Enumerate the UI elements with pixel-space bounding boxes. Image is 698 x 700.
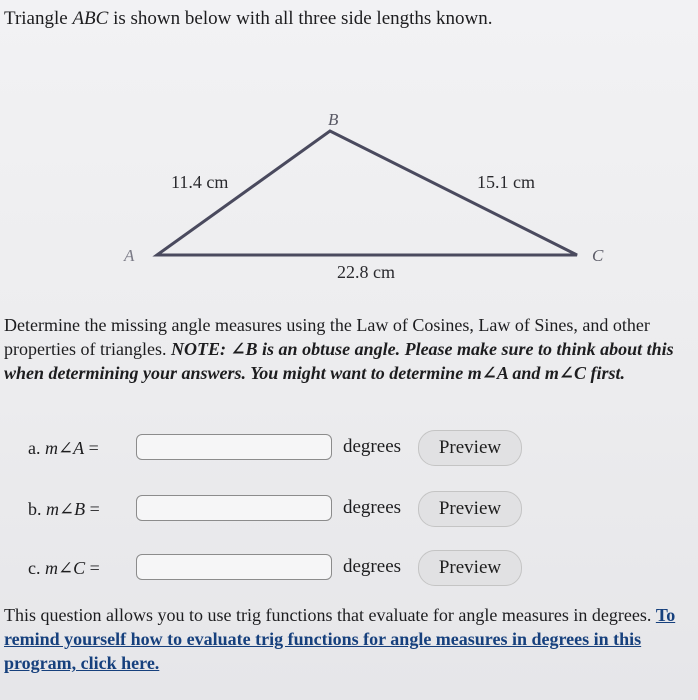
question-letter: b. [28, 499, 42, 519]
degrees-unit: degrees [343, 436, 402, 457]
question-letter: c. [28, 558, 41, 578]
question-equals: = [85, 499, 100, 519]
side-ab-label: 11.4 cm [171, 172, 229, 192]
angle-b-input[interactable] [136, 495, 332, 521]
footer-plain: This question allows you to use trig functions that evaluate for angle measures in degrees. [4, 605, 656, 625]
footer-text [4, 603, 692, 675]
degrees-unit: degrees [343, 556, 402, 577]
note-and: and [507, 363, 545, 383]
preview-a-button[interactable]: Preview [418, 430, 522, 466]
triangle-shape [157, 131, 577, 255]
question-label-b [28, 499, 100, 520]
intro-text [4, 8, 493, 30]
angle-a-input[interactable] [136, 434, 332, 460]
trig-help-link[interactable]: To remind yourself how to evaluate trig functions for angle measures in degrees in this program, click here. [4, 605, 676, 673]
question-angle: m∠A [45, 438, 85, 458]
note-mid: is an obtuse angle. Please make sure to think about this when determining your answers. You might want to determine [4, 339, 674, 383]
question-row-b [0, 493, 698, 527]
angle-c-input[interactable] [136, 554, 332, 580]
vertex-c-label: C [592, 246, 604, 265]
note-ma: m∠A [467, 363, 508, 383]
question-letter: a. [28, 438, 41, 458]
question-label-c [28, 558, 100, 579]
preview-b-button[interactable]: Preview [418, 491, 522, 527]
triangle-name: ABC [72, 8, 109, 29]
note-mc: m∠C [544, 363, 586, 383]
degrees-unit: degrees [343, 497, 402, 518]
intro-before: Triangle [4, 8, 73, 29]
question-equals: = [84, 438, 99, 458]
triangle-figure [0, 100, 698, 290]
side-ac-label: 22.8 cm [337, 262, 395, 282]
question-row-a [0, 432, 698, 466]
note-end: first. [585, 363, 625, 383]
question-row-c [0, 552, 698, 586]
intro-after: is shown below with all three side lengths known. [108, 8, 493, 29]
question-label-a [28, 438, 99, 459]
vertex-a-label: A [124, 246, 135, 265]
instructions-plain: Determine the missing angle measures using the Law of Cosines, Law of Sines, and other properties of triangles. [4, 315, 650, 359]
side-bc-label: 15.1 cm [477, 172, 535, 192]
vertex-b-label: B [328, 110, 339, 129]
note-prefix: NOTE: [170, 339, 231, 359]
question-equals: = [85, 558, 100, 578]
instructions [4, 313, 692, 385]
question-angle: m∠B [46, 499, 86, 519]
note-angle: ∠B [230, 339, 258, 359]
preview-c-button[interactable]: Preview [418, 550, 522, 586]
question-angle: m∠C [45, 558, 86, 578]
